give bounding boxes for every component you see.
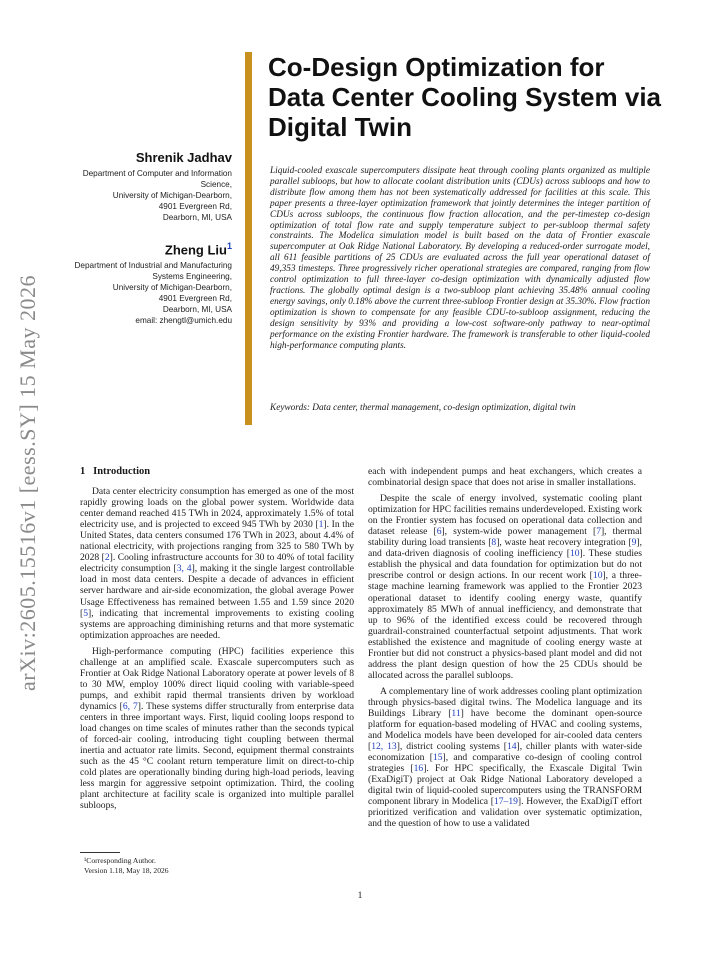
author-affiliation-line: 4901 Evergreen Rd,: [158, 294, 232, 304]
right-column: [368, 466, 642, 835]
citation-link[interactable]: 5: [83, 607, 88, 619]
citation-link[interactable]: 2: [104, 552, 110, 564]
author-block: [60, 150, 232, 344]
author-affiliation-line: Department of Computer and Information: [82, 169, 232, 178]
author-name: Shrenik Jadhav: [135, 150, 232, 165]
citation-link[interactable]: 9: [631, 537, 637, 549]
body-paragraph: Data center electricity consumption has emerged as one of the most rapidly growing loads on the global power system. Worldwide data center demand reached 415 TWh in 2024, approximately 1.5% of total electricity use, and is projected to exceed 945 TWh by 2030 [1]. In the United States, data centers consumed 176 TWh in 2023, about 4.4% of national electricity, with projections ranging from 325 to 580 TWh by 2028 [2]. Cooling infrastructure accounts for 30 to 40% of total facility electricity consumption [3, 4], making it the single largest controllable load in most data centers. Despite a decade of advances in efficient server hardware and air-side economization, the global average Power Usage Effectiveness has remained between 1.55 and 1.59 since 2020 [5], indicating that incremental improvements to existing cooling systems are approaching diminishing returns and that more systematic optimization approaches are needed.: [80, 486, 355, 641]
left-column-body: [80, 486, 354, 811]
section-heading: [80, 466, 354, 477]
title-accent-bar: [245, 52, 252, 425]
section-number: 1: [80, 466, 86, 477]
author-affiliation-line: University of Michigan-Dearborn,: [112, 191, 232, 200]
citation-link[interactable]: 17–19: [493, 796, 518, 808]
author-affiliation-line: Dearborn, MI, USA: [162, 213, 232, 222]
footnote-version: Version 1.18, May 18, 2026: [84, 865, 169, 875]
citation-link[interactable]: 8: [491, 537, 497, 549]
footnotes: [80, 856, 354, 875]
body-paragraph: each with independent pumps and heat exchangers, which creates a combinatorial design space that does not arise in smaller installations.: [368, 466, 642, 489]
body-paragraph: Despite the scale of energy involved, systematic cooling plant optimization for HPC facilities remains underdeveloped. Existing work on the Frontier system has focused on operational data collection and dataset release [6], system-wide power management [7], thermal stability during load transients [8], waste heat recovery integration [9], and data-driven diagnosis of cooling inefficiency [10]. These studies establish the physical and data foundation for optimization but do not prescribe control or design actions. In our recent work [10], a three-stage machine learning framework was applied to the Frontier 2023 operational dataset to identify cooling energy waste, quantify approximately 85 MWh of annual inefficiency, and demonstrate that up to 96% of the identified excess could be recovered through guardrail-constrained counterfactual setpoint adjustments. That work established the existence and magnitude of cooling energy waste at Frontier but did not construct a physics-based plant model and did not address the plant design question of how the 25 CDUs should be allocated across the parallel subloops.: [368, 493, 642, 681]
author-2: [60, 241, 232, 326]
author-affiliation-line: University of Michigan-Dearborn,: [112, 283, 232, 293]
left-column: [80, 466, 354, 816]
abstract: Liquid-cooled exascale supercomputers dissipate heat through cooling plants organized as multiple parallel subloops, but how to allocate coolant distribution units (CDUs) across subloops and how to distribute flow among them has not been systematically addressed for facilities at this scale. This paper presents a three-layer optimization framework that jointly determines the integer partition of CDUs across subloops, the continuous flow fraction allocation, and the per-timestep co-design optimization of total flow rate and supply temperature subject to per-subloop thermal safety constraints. The Modelica simulation model is built based on the data of Frontier exascale supercomputer at Oak Ridge National Laboratory. By developing a reduced-order surrogate model, all 611 feasible partitions of 25 CDUs are evaluated across the full year operational dataset of 49,353 timesteps. Three progressively richer operational strategies are compared, ranging from flow control optimization to full three-layer co-design optimization with dynamically adjusted flow fractions. The globally optimal design is a two-subloop plant achieving 35.48% annual cooling energy savings, only 0.18% above the current three-subloop Frontier design at 35.30%. Flow fraction optimization is shown to compensate for any feasible CDU-to-subloop assignment, reducing the design sensitivity by 93% and providing a low-cost software-only pathway to near-optimal performance on the existing Frontier hardware. The framework is transferable to other liquid-cooled high-performance computing plants.: [270, 166, 650, 351]
page-number: 1: [357, 891, 363, 901]
author-affiliation-line: Department of Industrial and Manufacturing: [74, 261, 232, 271]
arxiv-identifier-stamp: [6, 258, 50, 708]
citation-link[interactable]: 7: [596, 526, 601, 538]
paper-title: Co-Design Optimization for Data Center Cooling System via Digital Twin: [268, 52, 661, 142]
citation-link[interactable]: 1: [318, 519, 324, 531]
body-paragraph: A complementary line of work addresses cooling plant optimization through physics-based digital twins. The Modelica language and its Buildings Library [11] have become the dominant open-source platform for equation-based modeling of HVAC and cooling systems, and Modelica models have been developed for air-cooled data centers [12, 13], district cooling systems [14], chiller plants with water-side economization [15], and comparative co-design of cooling control strategies [16]. For HPC specifically, the Exascale Digital Twin (ExaDigiT) project at Oak Ridge National Laboratory developed a digital twin of liquid-cooled supercomputers using the TRANSFORM component library in Modelica [17–19]. However, the ExaDigiT effort prioritized verification and validation over systematic optimization, and the question of how to use a validated: [368, 685, 643, 830]
citation-link[interactable]: 16: [413, 763, 424, 775]
author-footnote-marker[interactable]: 1: [226, 241, 232, 251]
arxiv-identifier-text: arXiv:2605.15516v1 [eess.SY] 15 May 2026: [15, 275, 40, 691]
author-affiliation-line: Science,: [200, 180, 232, 189]
citation-link[interactable]: 6, 7: [122, 700, 138, 712]
citation-link[interactable]: 10: [592, 570, 603, 582]
author-affiliation-line: Dearborn, MI, USA: [162, 305, 232, 315]
author-name: Zheng Liu$^1$: [164, 241, 232, 258]
footnote-rule: [80, 852, 120, 853]
keywords: Keywords: Data center, thermal management, co-design optimization, digital twin: [270, 403, 576, 413]
citation-link[interactable]: 14: [506, 741, 517, 753]
section-title: Introduction: [93, 466, 151, 477]
citation-link[interactable]: 3, 4: [176, 563, 192, 575]
body-paragraph: High-performance computing (HPC) facilities experience this challenge at an amplified scale. Exascale supercomputers such as Frontier at Oak Ridge National Laboratory operate at power levels of 8 to 30 MW, employ 100% direct liquid cooling with variable-speed pumps, and exhibit rapid thermal transients driven by workload dynamics [6, 7]. These systems differ structurally from enterprise data centers in three important ways. First, liquid cooling loops respond to load changes on time scales of minutes rather than the seconds typical of forced-air cooling, introducing tight coupling between thermal inertia and actuator rate limits. Second, equipment thermal constraints such as the 45 °C coolant return temperature limit on direct-to-chip cold plates are operationally binding during high-load periods, leaving less margin for aggressive setpoint optimization. Third, the cooling plant architecture at facility scale is organized into multiple parallel subloops,: [80, 645, 354, 812]
footnote-corresponding: ¹Corresponding Author.: [84, 856, 156, 865]
author-1: [60, 150, 232, 223]
citation-link[interactable]: 15: [432, 752, 443, 764]
citation-link[interactable]: 11: [451, 707, 461, 719]
citation-link[interactable]: 10: [569, 548, 580, 560]
author-affiliation-line: email: zhengtl@umich.edu: [135, 316, 232, 326]
author-affiliation-line: Systems Engineering,: [152, 272, 232, 282]
author-affiliation-line: 4901 Evergreen Rd,: [158, 202, 232, 211]
citation-link[interactable]: 6: [436, 526, 442, 538]
citation-link[interactable]: 12, 13: [371, 741, 397, 753]
